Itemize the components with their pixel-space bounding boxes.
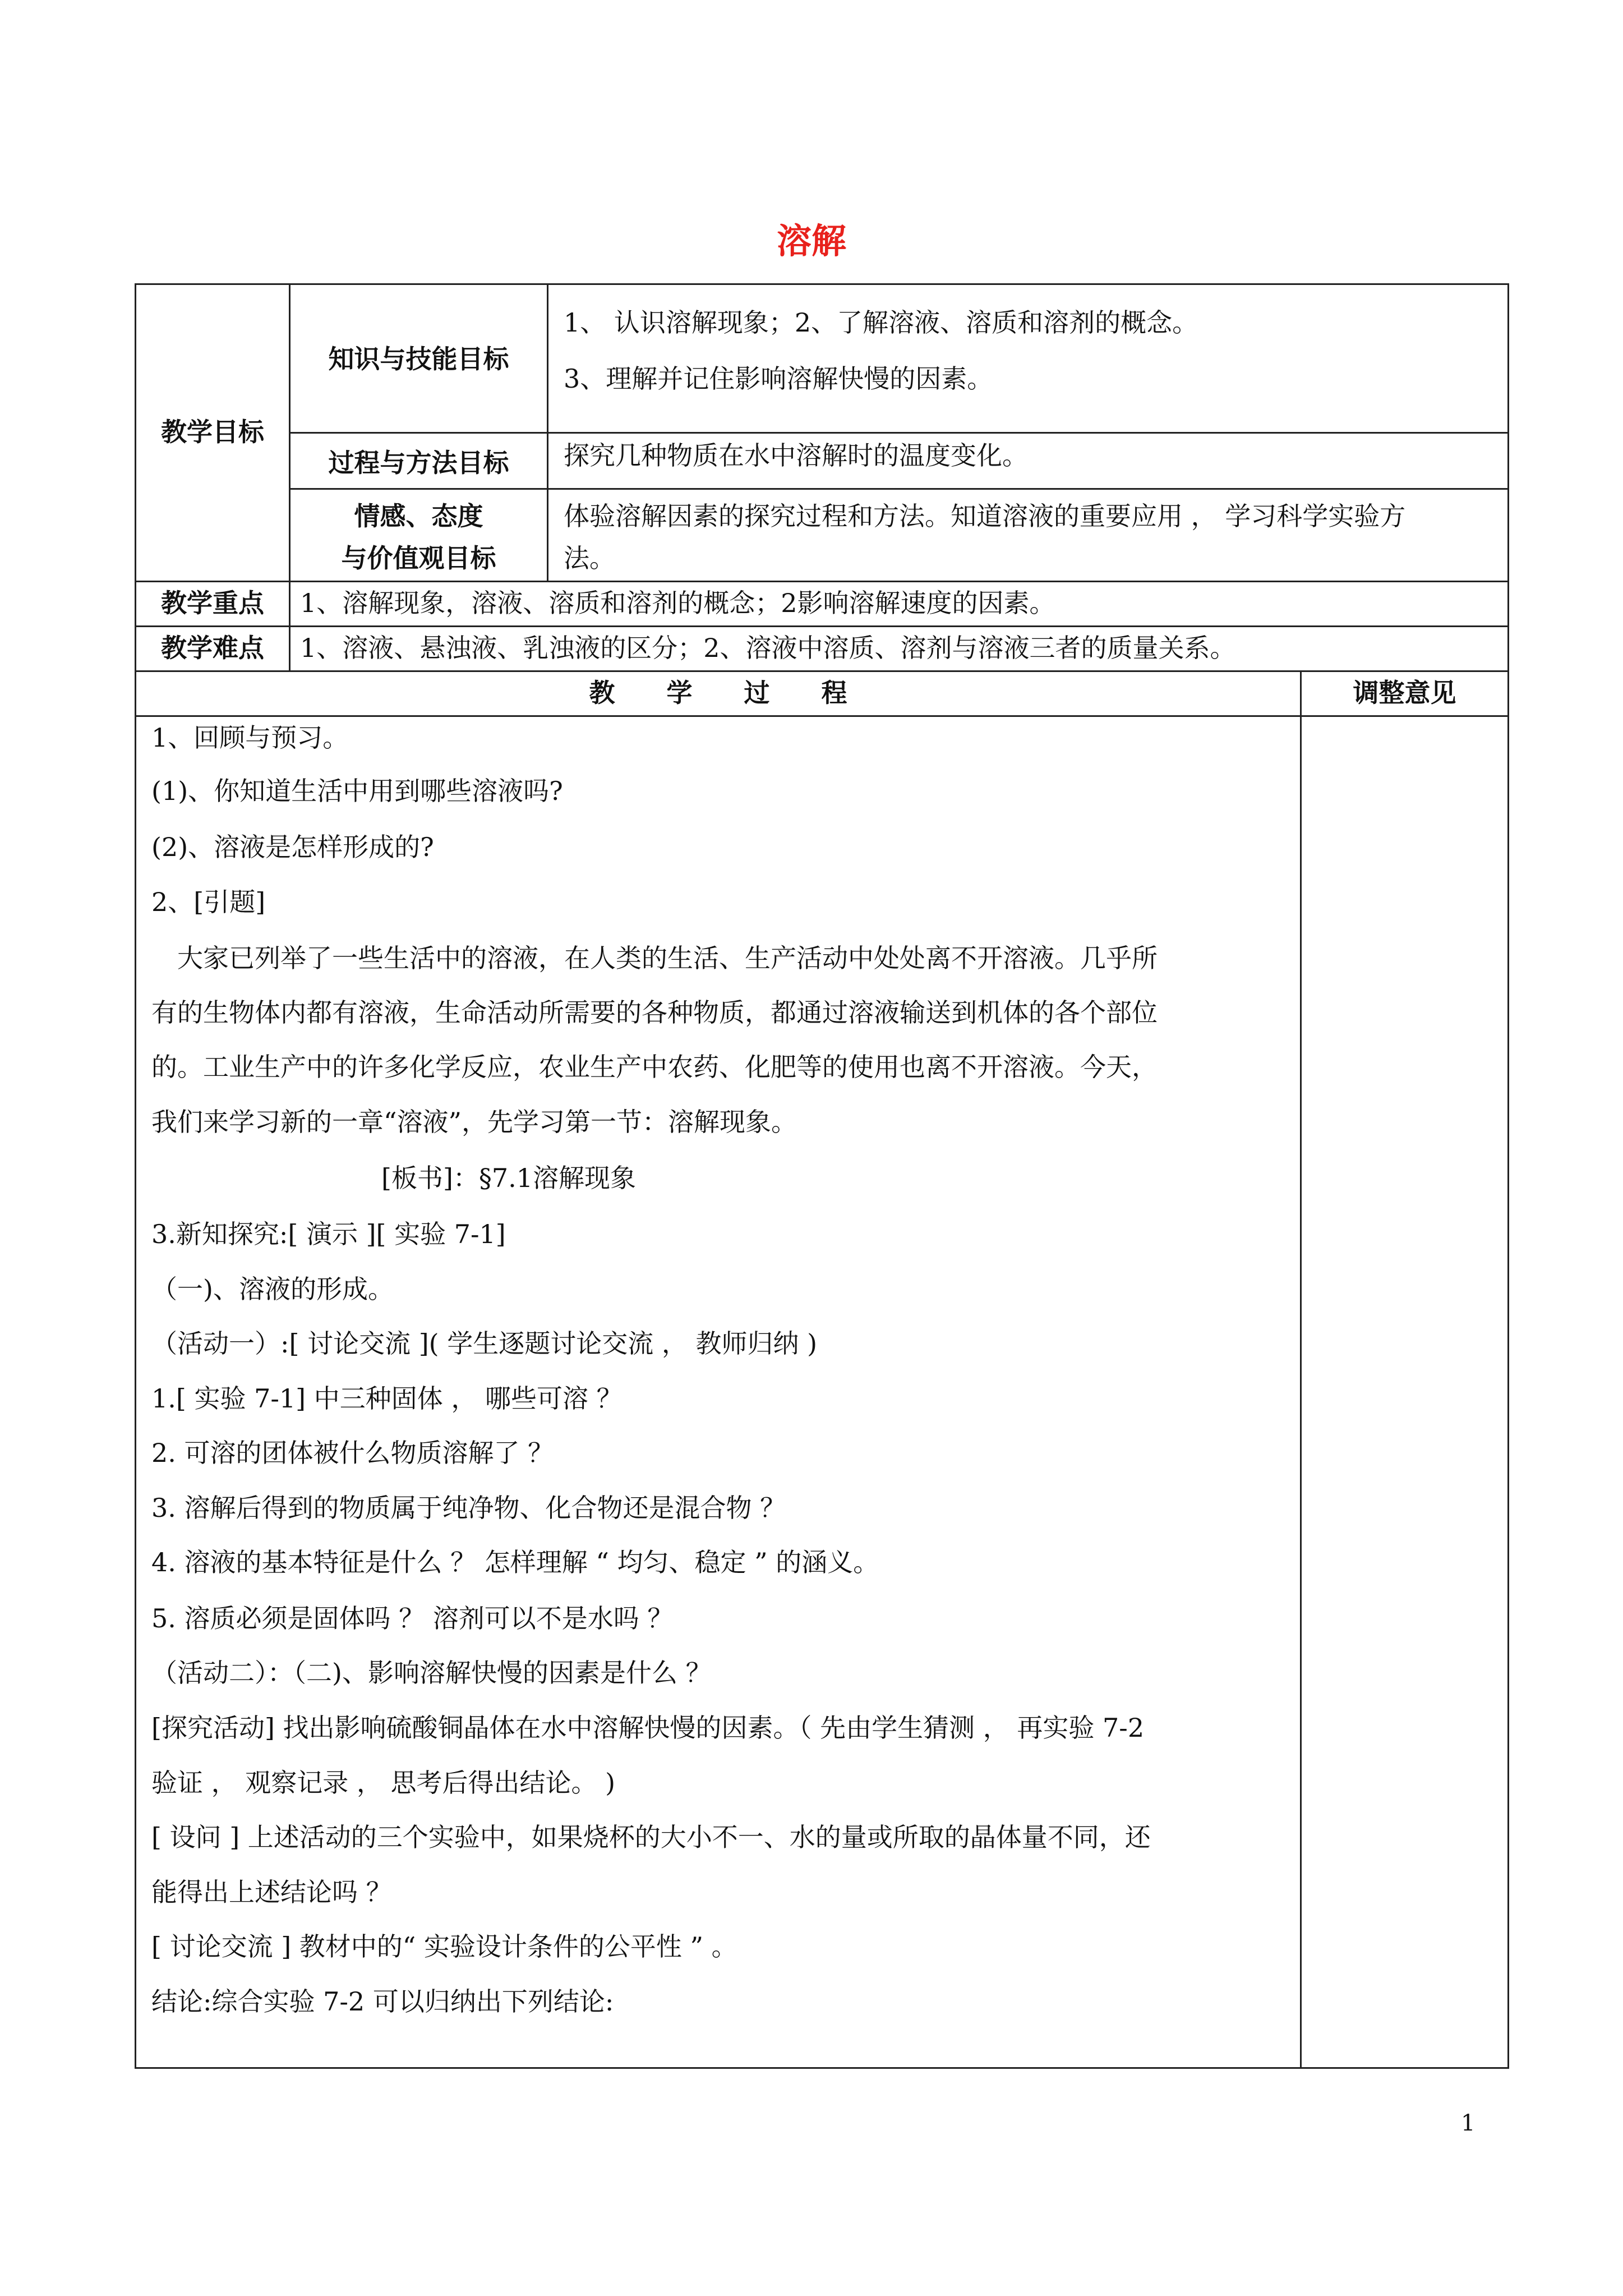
knowledge-skills-line-2: 3、理解并记住影响溶解快慢的因素。 <box>564 364 993 394</box>
process-line: 1.[ 实验 7-1] 中三种固体 ， 哪些可溶 ？ <box>151 1383 623 1414</box>
process-line: 2. 可溶的团体被什么物质溶解了 ？ <box>151 1438 554 1468</box>
process-line: （活动二）：（二)、影响溶解快慢的因素是什么 ？ <box>151 1658 712 1688</box>
table-line <box>289 488 1509 490</box>
table-line <box>289 432 1509 434</box>
table-line <box>547 283 548 581</box>
emotion-text-line-2: 法。 <box>564 543 615 573</box>
difficulty-text: 1、溶液、悬浊液、乳浊液的区分；2、溶液中溶质、溶剂与溶液三者的质量关系。 <box>300 633 1236 663</box>
process-line: 3. 溶解后得到的物质属于纯净物、化合物还是混合物 ？ <box>151 1493 786 1523</box>
process-line: 验证 ， 观察记录 ， 思考后得出结论。 ) <box>151 1768 616 1798</box>
process-line: 的。工业生产中的许多化学反应，农业生产中农药、化肥等的使用也离不开溶液。今天， <box>151 1052 1158 1082</box>
adjust-header: 调整意见 <box>1353 678 1456 708</box>
process-line: (2)、溶液是怎样形成的? <box>151 832 434 862</box>
process-line: [ 讨论交流 ] 教材中的“ 实验设计条件的公平性 ” 。 <box>151 1931 737 1962</box>
difficulty-label: 教学难点 <box>161 633 264 663</box>
process-line: （一)、溶液的形成。 <box>151 1274 394 1304</box>
page-number: 1 <box>1461 2110 1476 2136</box>
emotion-text-line-1: 体验溶解因素的探究过程和方法。知道溶液的重要应用 ， 学习科学实验方 <box>564 501 1406 531</box>
knowledge-skills-line-1: 1、 认识溶解现象；2、了解溶液、溶质和溶剂的概念。 <box>564 307 1198 338</box>
process-line: 有的生物体内都有溶液，生命活动所需要的各种物质，都通过溶液输送到机体的各个部位 <box>151 997 1158 1028</box>
process-line: （活动一）:[ 讨论交流 ]( 学生逐题讨论交流 ， 教师归纳 ) <box>151 1328 818 1359</box>
table-line <box>135 625 1509 627</box>
table-line <box>135 715 1509 717</box>
table-line <box>1300 670 1302 2069</box>
process-method-label: 过程与方法目标 <box>328 448 509 478</box>
process-method-text: 探究几种物质在水中溶解时的温度变化。 <box>564 440 1028 471</box>
table-line <box>135 670 1509 672</box>
process-line: 1、回顾与预习。 <box>151 723 349 753</box>
table-line <box>135 581 1509 582</box>
table-line <box>135 283 1509 285</box>
emotion-label-line-2: 与价值观目标 <box>341 543 496 573</box>
process-line: 5. 溶质必须是固体吗 ？ 溶剂可以不是水吗 ？ <box>151 1603 674 1634</box>
process-header: 教 学 过 程 <box>589 678 847 708</box>
process-line: [板书]：§7.1溶解现象 <box>381 1163 637 1193</box>
process-line: 3.新知探究:[ 演示 ][ 实验 7-1] <box>151 1219 506 1249</box>
process-line: [ 设问 ] 上述活动的三个实验中，如果烧杯的大小不一、水的量或所取的晶体量不同，还 <box>151 1822 1151 1852</box>
process-line: 能得出上述结论吗 ？ <box>151 1877 392 1907</box>
process-line: 大家已列举了一些生活中的溶液，在人类的生活、生产活动中处处离不开溶液。几乎所 <box>151 943 1158 973</box>
process-line: (1)、你知道生活中用到哪些溶液吗? <box>151 776 563 806</box>
table-line <box>1507 283 1509 2069</box>
key-point-label: 教学重点 <box>161 588 264 618</box>
objectives-header: 教学目标 <box>161 417 264 447</box>
process-line: 2、[引题] <box>151 887 266 917</box>
knowledge-skills-label: 知识与技能目标 <box>328 344 509 374</box>
emotion-label-line-1: 情感、态度 <box>354 501 483 531</box>
key-point-text: 1、溶解现象，溶液、溶质和溶剂的概念；2影响溶解速度的因素。 <box>300 588 1055 618</box>
process-line: 4. 溶液的基本特征是什么 ？ 怎样理解 “ 均匀、稳定 ” 的涵义。 <box>151 1547 879 1577</box>
process-line: 结论:综合实验 7-2 可以归纳出下列结论: <box>151 1986 614 2017</box>
process-line: [探究活动] 找出影响硫酸铜晶体在水中溶解快慢的因素。（ 先由学生猜测 ， 再实验 7-2 <box>151 1713 1145 1743</box>
page-title: 溶解 <box>776 220 846 261</box>
table-line <box>135 2067 1509 2069</box>
process-line: 我们来学习新的一章“溶液”，先学习第一节：溶解现象。 <box>151 1107 797 1137</box>
table-line <box>135 283 136 2069</box>
